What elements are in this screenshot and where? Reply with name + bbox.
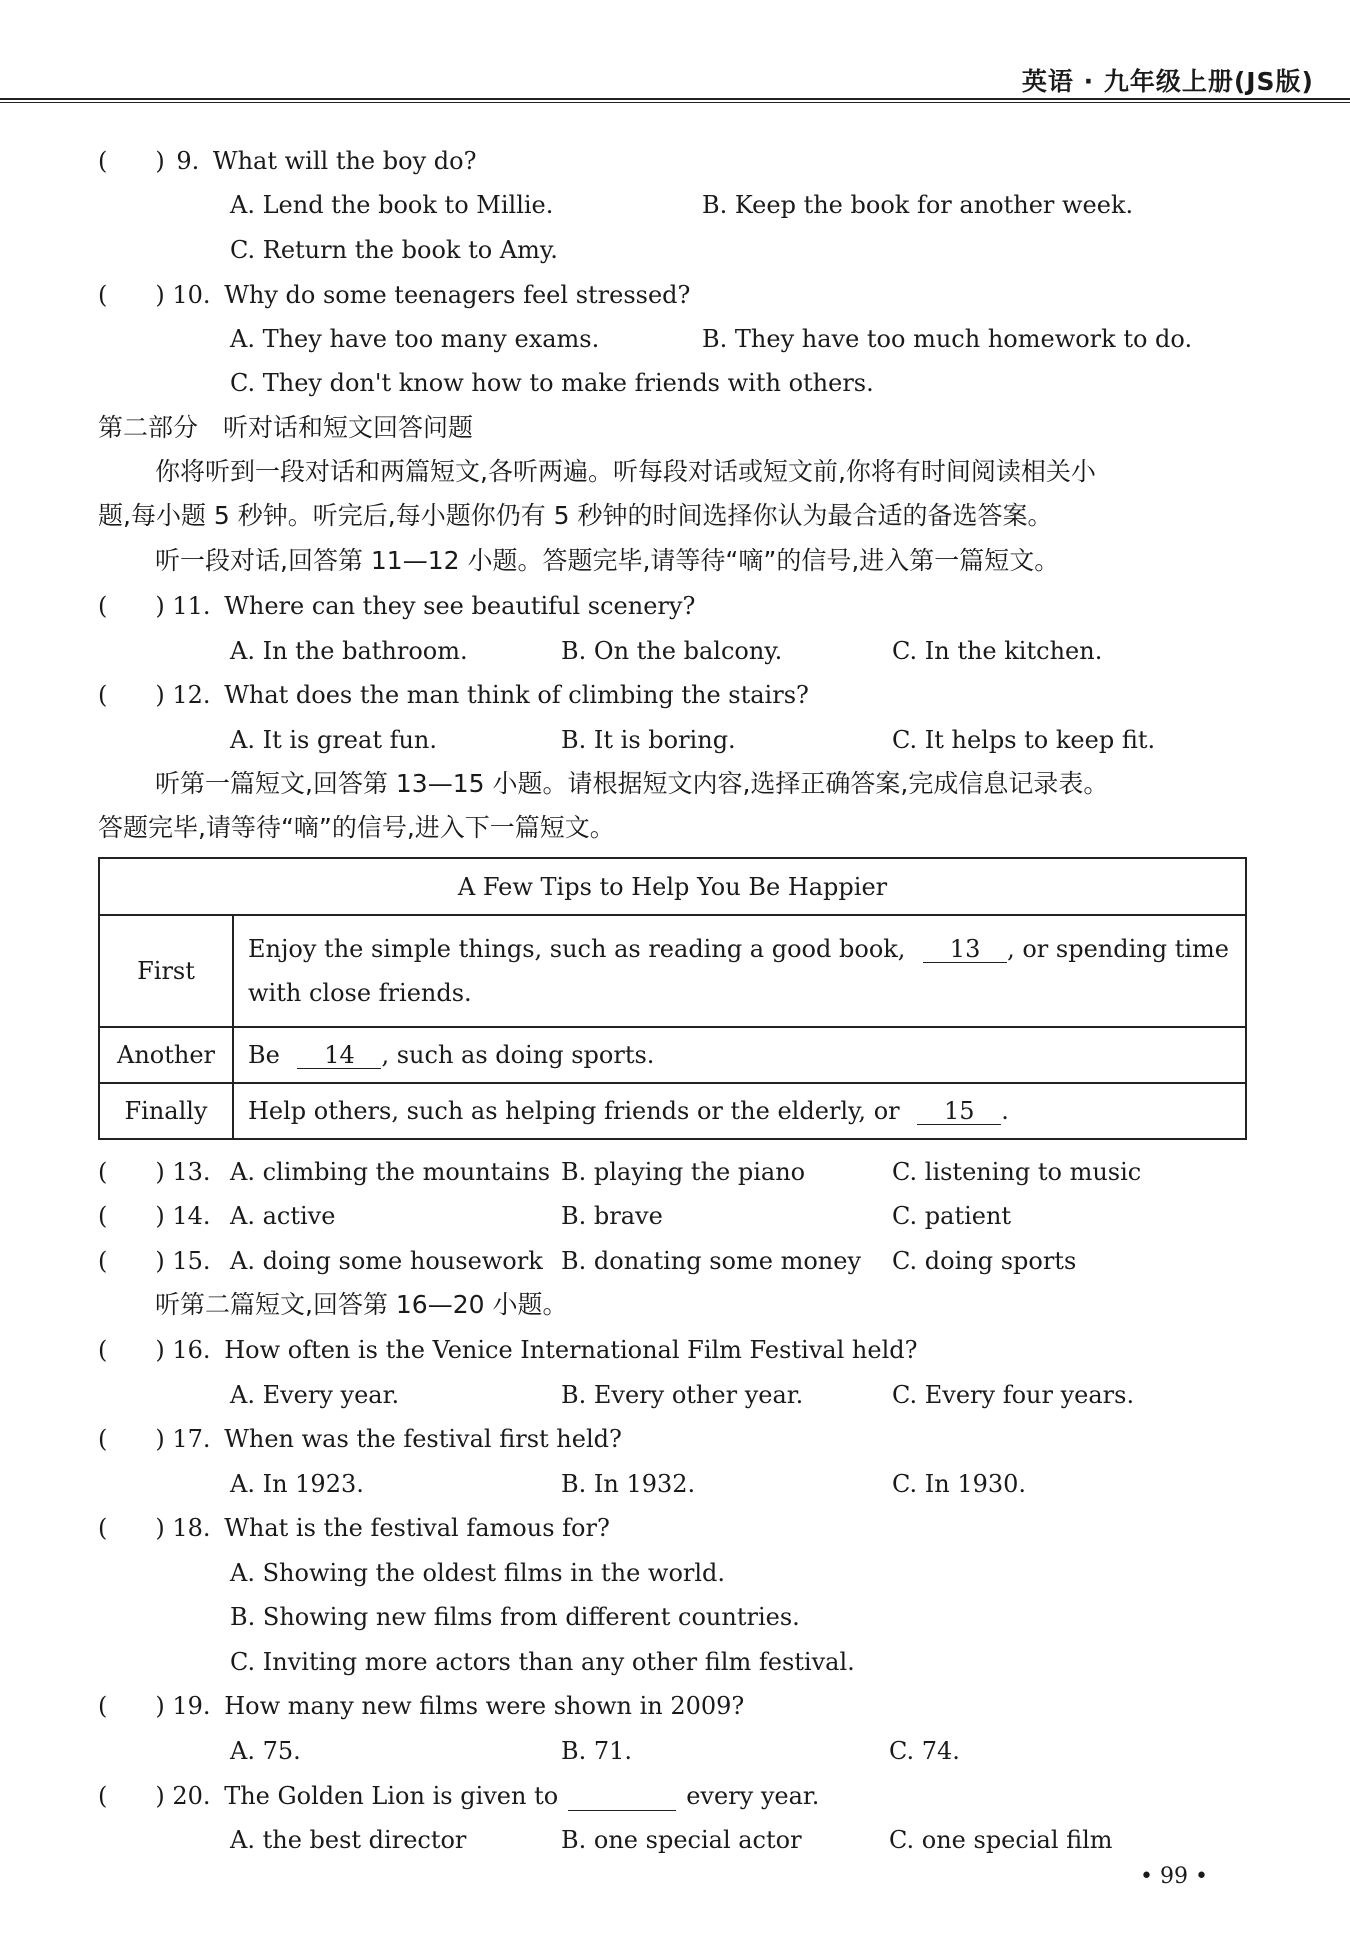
option-c: C. one special film [889, 1826, 1113, 1854]
answer-blank[interactable] [568, 1784, 676, 1811]
header-rule [0, 98, 1350, 100]
answer-paren[interactable]: ( ) [98, 681, 165, 709]
option-b: B. It is boring. [561, 726, 736, 754]
tips-table [98, 857, 1247, 1140]
row-label: Another [99, 1027, 233, 1083]
question-stem: The Golden Lion is given to [224, 1782, 559, 1810]
option-c: C. Return the book to Amy. [230, 236, 558, 264]
question-number: 14. [172, 1202, 211, 1230]
passage1-instructions-2: 答题完毕,请等待“嘀”的信号,进入下一篇短文。 [98, 813, 615, 842]
dialog-instructions: 听一段对话,回答第 11—12 小题。答题完毕,请等待“嘀”的信号,进入第一篇短文。 [155, 546, 1060, 575]
answer-paren[interactable]: ( ) [98, 1692, 165, 1720]
table-title: A Few Tips to Help You Be Happier [99, 858, 1246, 915]
option-c: C. They don't know how to make friends with others. [230, 369, 874, 397]
table-row [99, 1083, 1246, 1139]
question-number: 17. [172, 1425, 211, 1453]
answer-paren[interactable]: ( ) [98, 147, 165, 175]
option-c: C. Every four years. [892, 1381, 1135, 1409]
question-14 [98, 1201, 211, 1231]
option-c: C. Inviting more actors than any other film festival. [230, 1648, 855, 1676]
answer-paren[interactable]: ( ) [98, 1247, 165, 1275]
option-c: C. In 1930. [892, 1470, 1027, 1498]
question-12 [98, 680, 809, 710]
question-11 [98, 591, 695, 621]
question-15 [98, 1246, 211, 1276]
blank-15[interactable]: 15 [917, 1098, 1001, 1125]
question-number: 11. [172, 592, 211, 620]
passage1-instructions-1: 听第一篇短文,回答第 13—15 小题。请根据短文内容,选择正确答案,完成信息记录表。 [155, 769, 1109, 798]
option-a: A. Showing the oldest films in the world. [230, 1559, 726, 1587]
instructions-line-1: 你将听到一段对话和两篇短文,各听两遍。听每段对话或短文前,你将有时间阅读相关小 [155, 457, 1096, 486]
option-a: A. Every year. [230, 1381, 400, 1409]
option-c: C. patient [892, 1202, 1012, 1230]
table-row [99, 915, 1246, 1027]
option-a: A. Lend the book to Millie. [230, 191, 554, 219]
option-c: C. In the kitchen. [892, 637, 1103, 665]
option-c: C. 74. [889, 1737, 960, 1765]
question-number: 18. [172, 1514, 211, 1542]
question-number: 15. [172, 1247, 211, 1275]
option-c: C. doing sports [892, 1247, 1077, 1275]
option-b: B. Every other year. [561, 1381, 804, 1409]
question-20 [98, 1781, 819, 1811]
question-stem: Where can they see beautiful scenery? [224, 592, 696, 620]
option-b: B. Keep the book for another week. [702, 191, 1134, 219]
option-a: A. climbing the mountains [230, 1158, 551, 1186]
row-content: Help others, such as helping friends or the elderly, or 15 . [233, 1083, 1246, 1139]
answer-paren[interactable]: ( ) [98, 592, 165, 620]
section-heading: 第二部分 听对话和短文回答问题 [98, 413, 474, 442]
question-stem: What is the festival famous for? [224, 1514, 610, 1542]
page-number: • 99 • [1140, 1864, 1208, 1889]
blank-14[interactable]: 14 [297, 1042, 381, 1069]
option-c: C. It helps to keep fit. [892, 726, 1156, 754]
question-stem: What will the boy do? [212, 147, 477, 175]
question-19 [98, 1691, 744, 1721]
option-b: B. one special actor [561, 1826, 802, 1854]
option-b: B. On the balcony. [561, 637, 783, 665]
question-stem: How many new films were shown in 2009? [224, 1692, 745, 1720]
passage2-instructions: 听第二篇短文,回答第 16—20 小题。 [155, 1290, 568, 1319]
answer-paren[interactable]: ( ) [98, 1202, 165, 1230]
row-label: Finally [99, 1083, 233, 1139]
question-stem: Why do some teenagers feel stressed? [224, 281, 691, 309]
question-stem: What does the man think of climbing the stairs? [224, 681, 809, 709]
answer-paren[interactable]: ( ) [98, 1782, 165, 1810]
blank-13[interactable]: 13 [923, 936, 1007, 963]
option-a: A. the best director [230, 1826, 467, 1854]
header-rule-thin [0, 102, 1350, 103]
question-17 [98, 1424, 622, 1454]
answer-paren[interactable]: ( ) [98, 281, 165, 309]
option-a: A. In 1923. [230, 1470, 364, 1498]
option-a: A. 75. [230, 1737, 301, 1765]
question-stem: When was the festival first held? [224, 1425, 622, 1453]
option-b: B. Showing new films from different countries. [230, 1603, 800, 1631]
question-stem: How often is the Venice International Film Festival held? [224, 1336, 918, 1364]
row-content: Be 14 , such as doing sports. [233, 1027, 1246, 1083]
option-b: B. 71. [561, 1737, 633, 1765]
question-10 [98, 280, 690, 310]
option-a: A. doing some housework [230, 1247, 543, 1275]
question-stem-end: every year. [686, 1782, 820, 1810]
question-16 [98, 1335, 917, 1365]
option-b: B. In 1932. [561, 1470, 696, 1498]
option-a: A. They have too many exams. [230, 325, 600, 353]
option-a: A. active [230, 1202, 336, 1230]
question-number: 10. [172, 281, 211, 309]
instructions-line-2: 题,每小题 5 秒钟。听完后,每小题你仍有 5 秒钟的时间选择你认为最合适的备选答案。 [98, 501, 1053, 530]
page-header-title: 英语 · 九年级上册(JS版) [1021, 67, 1314, 96]
question-18 [98, 1513, 610, 1543]
question-number: 19. [172, 1692, 211, 1720]
option-b: B. playing the piano [561, 1158, 806, 1186]
option-b: B. donating some money [561, 1247, 862, 1275]
question-number: 12. [172, 681, 211, 709]
option-b: B. brave [561, 1202, 663, 1230]
row-content: Enjoy the simple things, such as reading a good book, 13 , or spending time with close friends. [233, 915, 1246, 1027]
answer-paren[interactable]: ( ) [98, 1514, 165, 1542]
question-number: 13. [172, 1158, 211, 1186]
question-number: 9. [176, 147, 200, 175]
option-a: A. It is great fun. [230, 726, 438, 754]
row-label: First [99, 915, 233, 1027]
question-number: 16. [172, 1336, 211, 1364]
option-c: C. listening to music [892, 1158, 1142, 1186]
question-9 [98, 146, 476, 176]
table-row [99, 1027, 1246, 1083]
option-a: A. In the bathroom. [230, 637, 468, 665]
option-b: B. They have too much homework to do. [702, 325, 1193, 353]
answer-paren[interactable]: ( ) [98, 1336, 165, 1364]
question-number: 20. [172, 1782, 211, 1810]
answer-paren[interactable]: ( ) [98, 1425, 165, 1453]
question-13 [98, 1157, 211, 1187]
answer-paren[interactable]: ( ) [98, 1158, 165, 1186]
